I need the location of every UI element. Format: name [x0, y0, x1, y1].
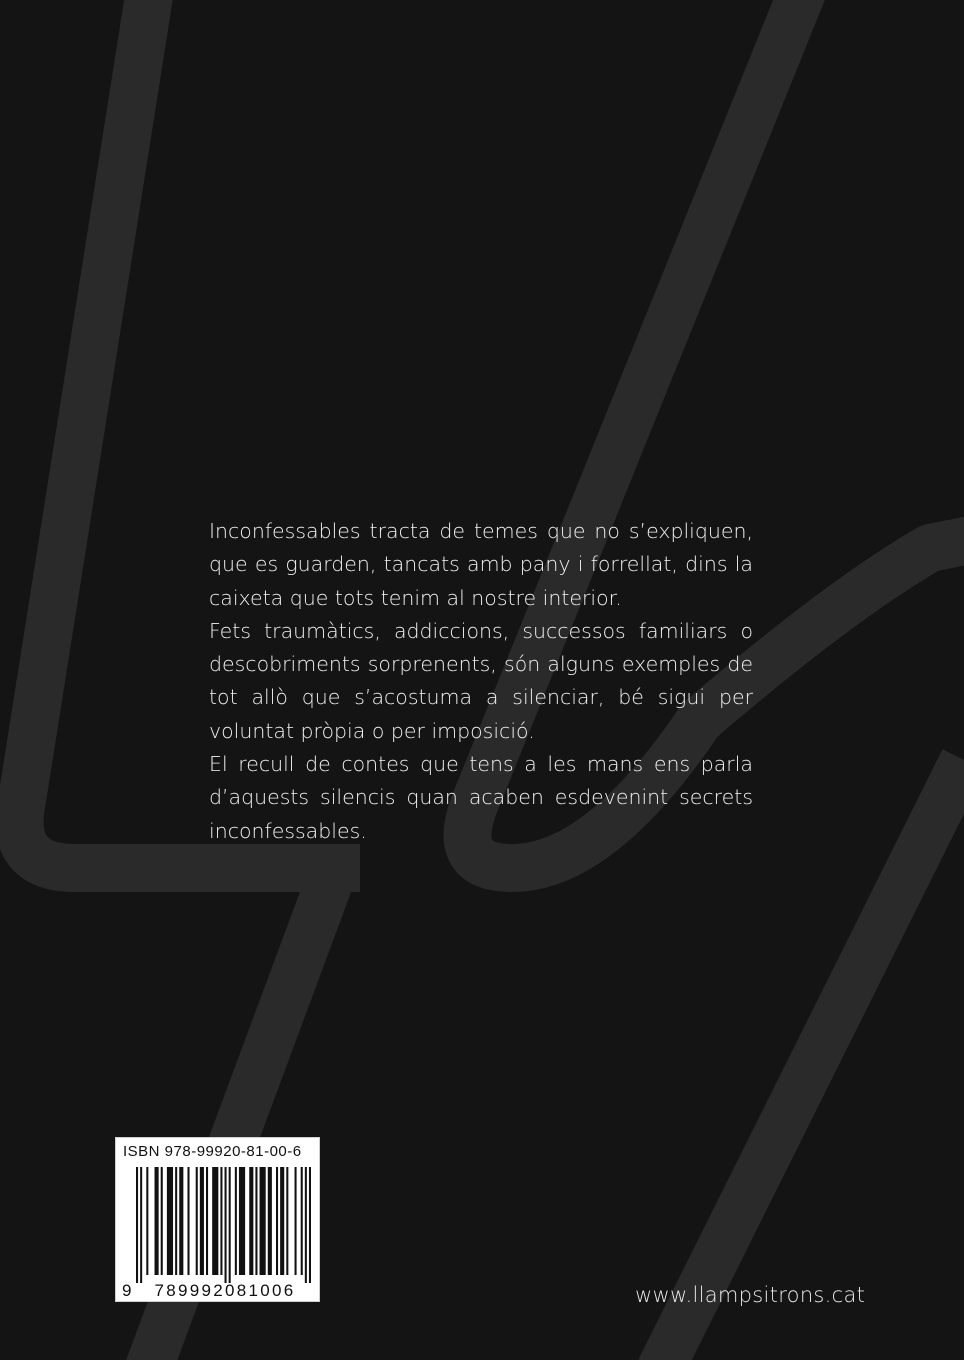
barcode-bars	[136, 1167, 311, 1283]
isbn-label: ISBN 978-99920-81-00-6	[123, 1143, 302, 1160]
ean-digits: 789992081006	[154, 1281, 296, 1300]
blurb-paragraph: El recull de contes que tens a les mans ens parla d’aquests silencis quan acaben esdevenint secrets inconfessables.	[209, 752, 753, 843]
publisher-website: www.llampsitrons.cat	[635, 1283, 866, 1307]
isbn-barcode	[115, 1137, 320, 1302]
ean-first-digit: 9	[122, 1281, 132, 1300]
blurb-text	[209, 515, 753, 848]
blurb-paragraph: Fets traumàtics, addiccions, successos familiars o descobriments sorprenents, són alguns exemples de tot allò que s’acostuma a silenciar, bé sigui per voluntat pròpia o per imposició.	[209, 618, 753, 743]
blurb-paragraph: Inconfessables tracta de temes que no s’expliquen, que es guarden, tancats amb pany i forrellat, dins la caixeta que tots tenim al nostre interior.	[209, 519, 753, 610]
